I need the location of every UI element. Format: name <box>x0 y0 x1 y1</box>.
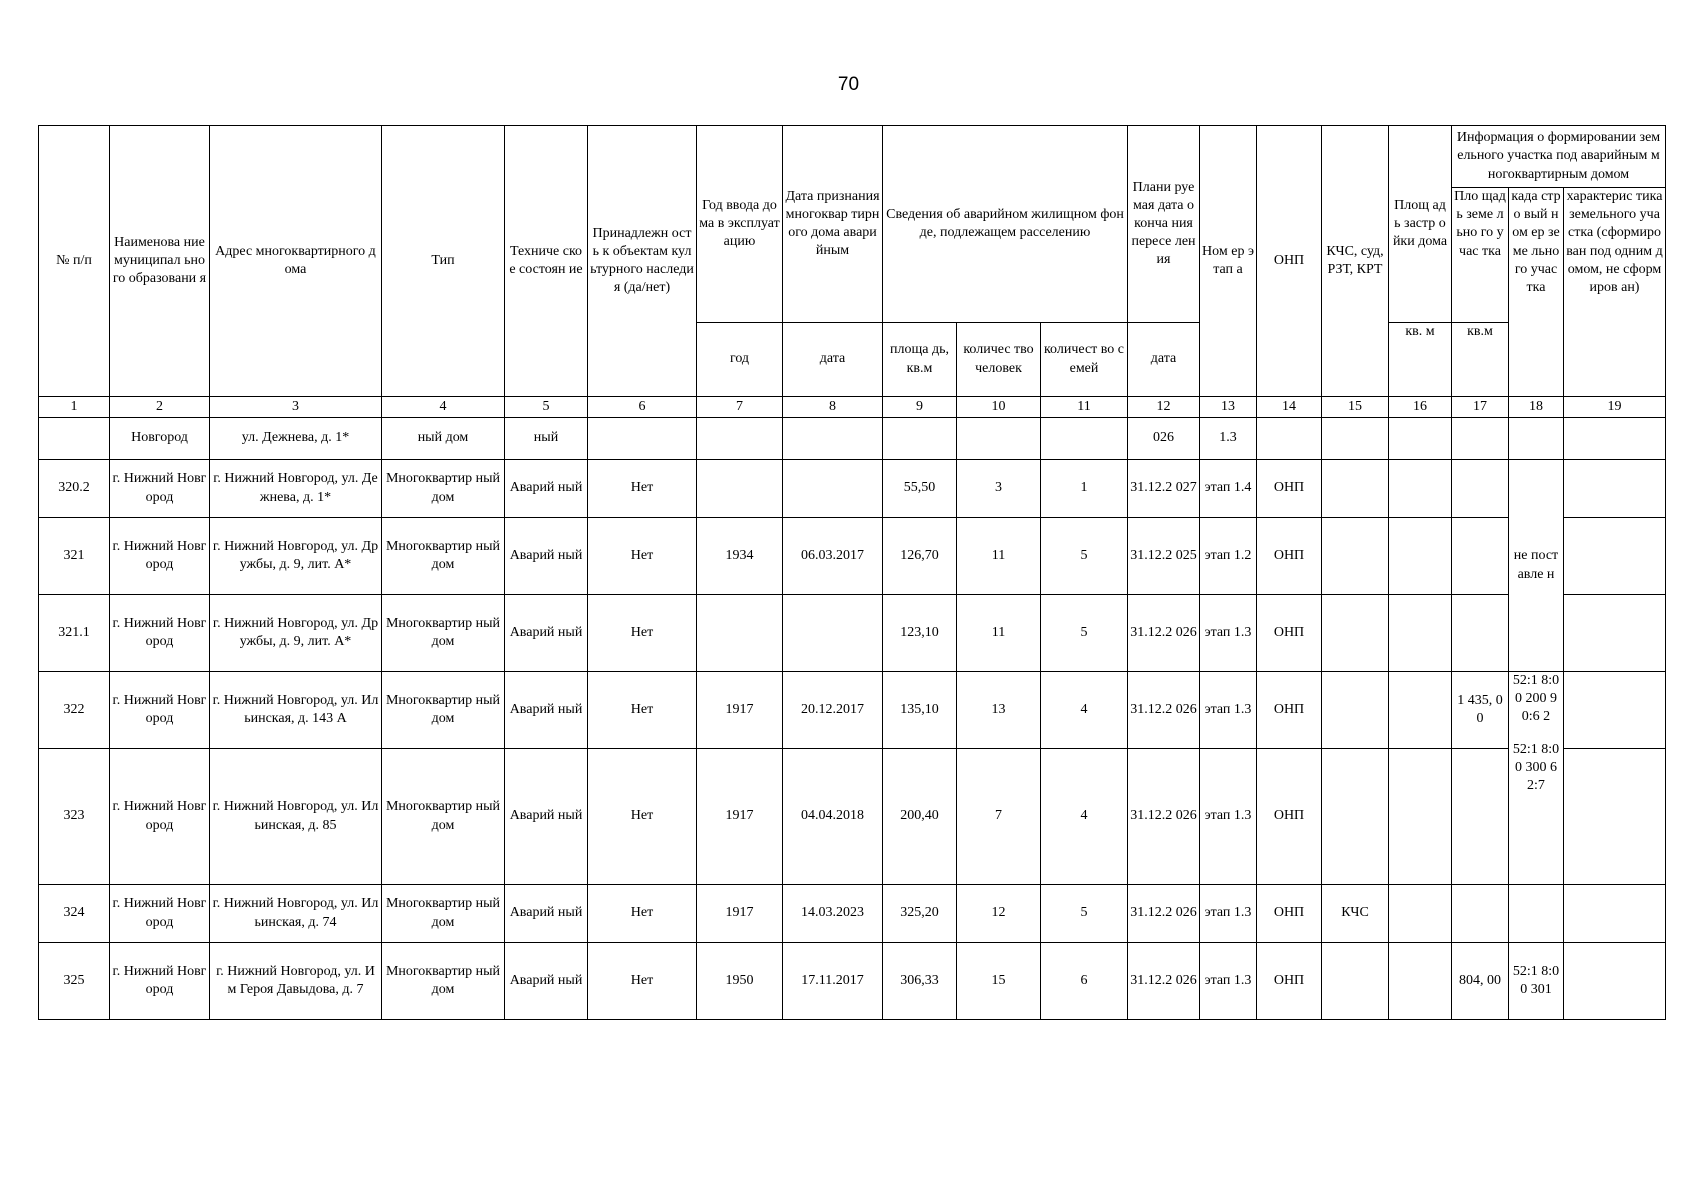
cell-area: 306,33 <box>883 943 957 1020</box>
page-number: 70 <box>837 74 860 95</box>
col-number: 5 <box>505 397 588 418</box>
header-heritage: Принадлежн ость к объектам культурного наследия (да/нет) <box>588 126 697 397</box>
cell-num: 323 <box>39 749 110 885</box>
col-number: 2 <box>110 397 210 418</box>
cell-num <box>39 418 110 460</box>
cell-onp: ОНП <box>1257 672 1322 749</box>
cell-end-date: 31.12.2 026 <box>1128 885 1200 943</box>
cell-end-date: 31.12.2 027 <box>1128 460 1200 518</box>
cell-families: 5 <box>1041 518 1128 595</box>
cell-address: г. Нижний Новгород, ул. Дружбы, д. 9, лит. А* <box>210 595 382 672</box>
unit-area: площа дь, кв.м <box>883 323 957 397</box>
cell-num: 325 <box>39 943 110 1020</box>
cell-stage: этап 1.3 <box>1200 885 1257 943</box>
cell-municipality: г. Нижний Новгород <box>110 595 210 672</box>
cell-land-area: 1 435, 00 <box>1452 672 1509 749</box>
cell-end-date: 31.12.2 026 <box>1128 749 1200 885</box>
cell-state: ный <box>505 418 588 460</box>
cell-state: Аварий ный <box>505 749 588 885</box>
cell-kchs <box>1322 418 1389 460</box>
cell-cadastral-not-set: не пост авле н <box>1509 460 1564 672</box>
cell-area: 126,70 <box>883 518 957 595</box>
unit-end-date: дата <box>1128 323 1200 397</box>
cell-end-date: 31.12.2 026 <box>1128 672 1200 749</box>
cell-municipality: г. Нижний Новгород <box>110 518 210 595</box>
table-row <box>39 460 1666 518</box>
cell-address: г. Нижний Новгород, ул. Им Героя Давыдова, д. 7 <box>210 943 382 1020</box>
col-number: 10 <box>957 397 1041 418</box>
header-onp: ОНП <box>1257 126 1322 397</box>
cell-heritage: Нет <box>588 672 697 749</box>
header-land-area: Пло щадь земе льно го учас тка <box>1452 188 1509 323</box>
cell-area <box>883 418 957 460</box>
cell-area: 55,50 <box>883 460 957 518</box>
cell-date: 04.04.2018 <box>783 749 883 885</box>
table-row <box>39 885 1666 943</box>
cell-land-char <box>1564 943 1666 1020</box>
col-number: 11 <box>1041 397 1128 418</box>
cell-stage: этап 1.2 <box>1200 518 1257 595</box>
cell-stage: этап 1.3 <box>1200 749 1257 885</box>
cell-area: 135,10 <box>883 672 957 749</box>
cell-build-area <box>1389 943 1452 1020</box>
cell-type: Многоквартир ный дом <box>382 749 505 885</box>
header-land-info: Информация о формировании земельного участка под аварийным многоквартирным домом <box>1452 126 1666 188</box>
cell-municipality: г. Нижний Новгород <box>110 749 210 885</box>
cell-land-char <box>1564 460 1666 518</box>
cadastral-322: 52:1 8:00 200 90:6 2 <box>1512 673 1560 725</box>
cell-land-area <box>1452 518 1509 595</box>
cell-address: г. Нижний Новгород, ул. Дежнева, д. 1* <box>210 460 382 518</box>
header-type: Тип <box>382 126 505 397</box>
cell-address: г. Нижний Новгород, ул. Дружбы, д. 9, лит. А* <box>210 518 382 595</box>
cell-heritage: Нет <box>588 518 697 595</box>
cell-land-char <box>1564 418 1666 460</box>
col-number: 14 <box>1257 397 1322 418</box>
cell-build-area <box>1389 518 1452 595</box>
cell-kchs <box>1322 518 1389 595</box>
cell-address: г. Нижний Новгород, ул. Ильинская, д. 143 А <box>210 672 382 749</box>
unit-land-area: кв.м <box>1452 323 1509 397</box>
header-num: № п/п <box>39 126 110 397</box>
cell-onp: ОНП <box>1257 518 1322 595</box>
header-row-1 <box>39 126 1666 188</box>
col-number: 18 <box>1509 397 1564 418</box>
table-row <box>39 518 1666 595</box>
table-row <box>39 595 1666 672</box>
cell-heritage: Нет <box>588 943 697 1020</box>
cell-land-area <box>1452 885 1509 943</box>
col-number: 16 <box>1389 397 1452 418</box>
cell-land-area <box>1452 749 1509 885</box>
unit-build-area: кв. м <box>1389 323 1452 397</box>
cell-onp: ОНП <box>1257 749 1322 885</box>
cell-stage: 1.3 <box>1200 418 1257 460</box>
cell-municipality: г. Нижний Новгород <box>110 943 210 1020</box>
cell-state: Аварий ный <box>505 672 588 749</box>
cell-build-area <box>1389 595 1452 672</box>
cell-build-area <box>1389 749 1452 885</box>
cell-families: 5 <box>1041 595 1128 672</box>
cell-num: 324 <box>39 885 110 943</box>
cell-end-date: 026 <box>1128 418 1200 460</box>
header-build-area: Площ адь застр ойки дома <box>1389 126 1452 323</box>
cell-date: 17.11.2017 <box>783 943 883 1020</box>
col-number: 13 <box>1200 397 1257 418</box>
cell-kchs <box>1322 943 1389 1020</box>
cell-stage: этап 1.3 <box>1200 672 1257 749</box>
cell-municipality: г. Нижний Новгород <box>110 460 210 518</box>
cell-year <box>697 595 783 672</box>
unit-people: количес тво человек <box>957 323 1041 397</box>
cell-kchs <box>1322 749 1389 885</box>
cell-people: 7 <box>957 749 1041 885</box>
col-number: 7 <box>697 397 783 418</box>
cell-land-char <box>1564 595 1666 672</box>
col-number: 12 <box>1128 397 1200 418</box>
col-number: 8 <box>783 397 883 418</box>
cell-land-char <box>1564 672 1666 749</box>
cell-onp: ОНП <box>1257 595 1322 672</box>
cell-families: 4 <box>1041 749 1128 885</box>
cell-address: ул. Дежнева, д. 1* <box>210 418 382 460</box>
cell-year: 1917 <box>697 749 783 885</box>
cell-cadastral <box>1509 418 1564 460</box>
cell-stage: этап 1.4 <box>1200 460 1257 518</box>
cell-onp <box>1257 418 1322 460</box>
cell-families <box>1041 418 1128 460</box>
cell-year: 1950 <box>697 943 783 1020</box>
cell-end-date: 31.12.2 025 <box>1128 518 1200 595</box>
header-land-char: характерис тика земельного участка (сформиро ван под одним домом, не сформиров ан) <box>1564 188 1666 397</box>
cell-build-area <box>1389 418 1452 460</box>
cell-land-area <box>1452 460 1509 518</box>
cell-people: 11 <box>957 518 1041 595</box>
col-number: 15 <box>1322 397 1389 418</box>
cell-municipality: г. Нижний Новгород <box>110 885 210 943</box>
emergency-housing-table <box>38 125 1666 1020</box>
cell-cadastral-merged <box>1509 672 1564 885</box>
cell-year: 1917 <box>697 885 783 943</box>
cell-type: ный дом <box>382 418 505 460</box>
cell-families: 1 <box>1041 460 1128 518</box>
cell-address: г. Нижний Новгород, ул. Ильинская, д. 85 <box>210 749 382 885</box>
cell-land-char <box>1564 749 1666 885</box>
cell-municipality: г. Нижний Новгород <box>110 672 210 749</box>
cell-kchs <box>1322 672 1389 749</box>
cell-date <box>783 418 883 460</box>
unit-year: год <box>697 323 783 397</box>
header-fund-info: Сведения об аварийном жилищном фонде, подлежащем расселению <box>883 126 1128 323</box>
cell-heritage: Нет <box>588 460 697 518</box>
cell-state: Аварий ный <box>505 595 588 672</box>
header-stage: Ном ер этап а <box>1200 126 1257 397</box>
header-kchs: КЧС, суд, РЗТ, КРТ <box>1322 126 1389 397</box>
cell-cadastral <box>1509 885 1564 943</box>
column-number-row <box>39 397 1666 418</box>
cell-area: 200,40 <box>883 749 957 885</box>
table-row <box>39 749 1666 885</box>
header-end-date: Плани руемая дата оконча ния пересе ления <box>1128 126 1200 323</box>
cell-num: 320.2 <box>39 460 110 518</box>
cell-build-area <box>1389 672 1452 749</box>
col-number: 6 <box>588 397 697 418</box>
cell-stage: этап 1.3 <box>1200 595 1257 672</box>
cell-people: 12 <box>957 885 1041 943</box>
cell-heritage: Нет <box>588 595 697 672</box>
col-number: 3 <box>210 397 382 418</box>
cell-state: Аварий ный <box>505 885 588 943</box>
cell-heritage <box>588 418 697 460</box>
cell-kchs: КЧС <box>1322 885 1389 943</box>
cell-build-area <box>1389 885 1452 943</box>
cell-date <box>783 595 883 672</box>
cell-build-area <box>1389 460 1452 518</box>
cell-heritage: Нет <box>588 885 697 943</box>
cell-land-char <box>1564 885 1666 943</box>
cell-state: Аварий ный <box>505 943 588 1020</box>
cell-num: 321.1 <box>39 595 110 672</box>
header-tech-state: Техниче ское состоян ие <box>505 126 588 397</box>
cell-type: Многоквартир ный дом <box>382 460 505 518</box>
cell-land-char <box>1564 518 1666 595</box>
cell-people <box>957 418 1041 460</box>
cadastral-323: 52:1 8:00 300 62:7 <box>1512 741 1560 793</box>
unit-families: количест во семей <box>1041 323 1128 397</box>
cell-state: Аварий ный <box>505 460 588 518</box>
cell-land-area: 804, 00 <box>1452 943 1509 1020</box>
cell-stage: этап 1.3 <box>1200 943 1257 1020</box>
cell-families: 4 <box>1041 672 1128 749</box>
cell-people: 3 <box>957 460 1041 518</box>
cell-cadastral: 52:1 8:00 301 <box>1509 943 1564 1020</box>
cell-municipality: Новгород <box>110 418 210 460</box>
cell-type: Многоквартир ный дом <box>382 943 505 1020</box>
cell-families: 5 <box>1041 885 1128 943</box>
cell-year: 1917 <box>697 672 783 749</box>
cell-land-area <box>1452 418 1509 460</box>
cell-families: 6 <box>1041 943 1128 1020</box>
unit-date: дата <box>783 323 883 397</box>
cell-type: Многоквартир ный дом <box>382 595 505 672</box>
col-number: 17 <box>1452 397 1509 418</box>
cell-onp: ОНП <box>1257 885 1322 943</box>
cell-num: 322 <box>39 672 110 749</box>
cell-onp: ОНП <box>1257 460 1322 518</box>
cell-kchs <box>1322 460 1389 518</box>
cell-kchs <box>1322 595 1389 672</box>
cell-area: 123,10 <box>883 595 957 672</box>
cell-type: Многоквартир ный дом <box>382 518 505 595</box>
cell-num: 321 <box>39 518 110 595</box>
cell-year <box>697 460 783 518</box>
cell-end-date: 31.12.2 026 <box>1128 595 1200 672</box>
col-number: 1 <box>39 397 110 418</box>
col-number: 9 <box>883 397 957 418</box>
cell-people: 13 <box>957 672 1041 749</box>
cell-end-date: 31.12.2 026 <box>1128 943 1200 1020</box>
cell-people: 11 <box>957 595 1041 672</box>
cell-type: Многоквартир ный дом <box>382 672 505 749</box>
cell-area: 325,20 <box>883 885 957 943</box>
header-address: Адрес многоквартирного дома <box>210 126 382 397</box>
cell-address: г. Нижний Новгород, ул. Ильинская, д. 74 <box>210 885 382 943</box>
header-year: Год ввода дома в эксплуат ацию <box>697 126 783 323</box>
header-cadastral: када стро вый ном ер земе льно го учас тка <box>1509 188 1564 397</box>
cell-state: Аварий ный <box>505 518 588 595</box>
cell-year: 1934 <box>697 518 783 595</box>
cell-date: 20.12.2017 <box>783 672 883 749</box>
cell-date: 06.03.2017 <box>783 518 883 595</box>
cell-people: 15 <box>957 943 1041 1020</box>
cell-year <box>697 418 783 460</box>
cell-date <box>783 460 883 518</box>
col-number: 19 <box>1564 397 1666 418</box>
table-row <box>39 943 1666 1020</box>
col-number: 4 <box>382 397 505 418</box>
cell-land-area <box>1452 595 1509 672</box>
header-recognition-date: Дата признания многоквар тирного дома аварийным <box>783 126 883 323</box>
cell-date: 14.03.2023 <box>783 885 883 943</box>
cell-type: Многоквартир ный дом <box>382 885 505 943</box>
table-row-continuation <box>39 418 1666 460</box>
cell-onp: ОНП <box>1257 943 1322 1020</box>
cell-heritage: Нет <box>588 749 697 885</box>
header-municipality: Наименова ние муниципал ьного образовани я <box>110 126 210 397</box>
table-row <box>39 672 1666 749</box>
